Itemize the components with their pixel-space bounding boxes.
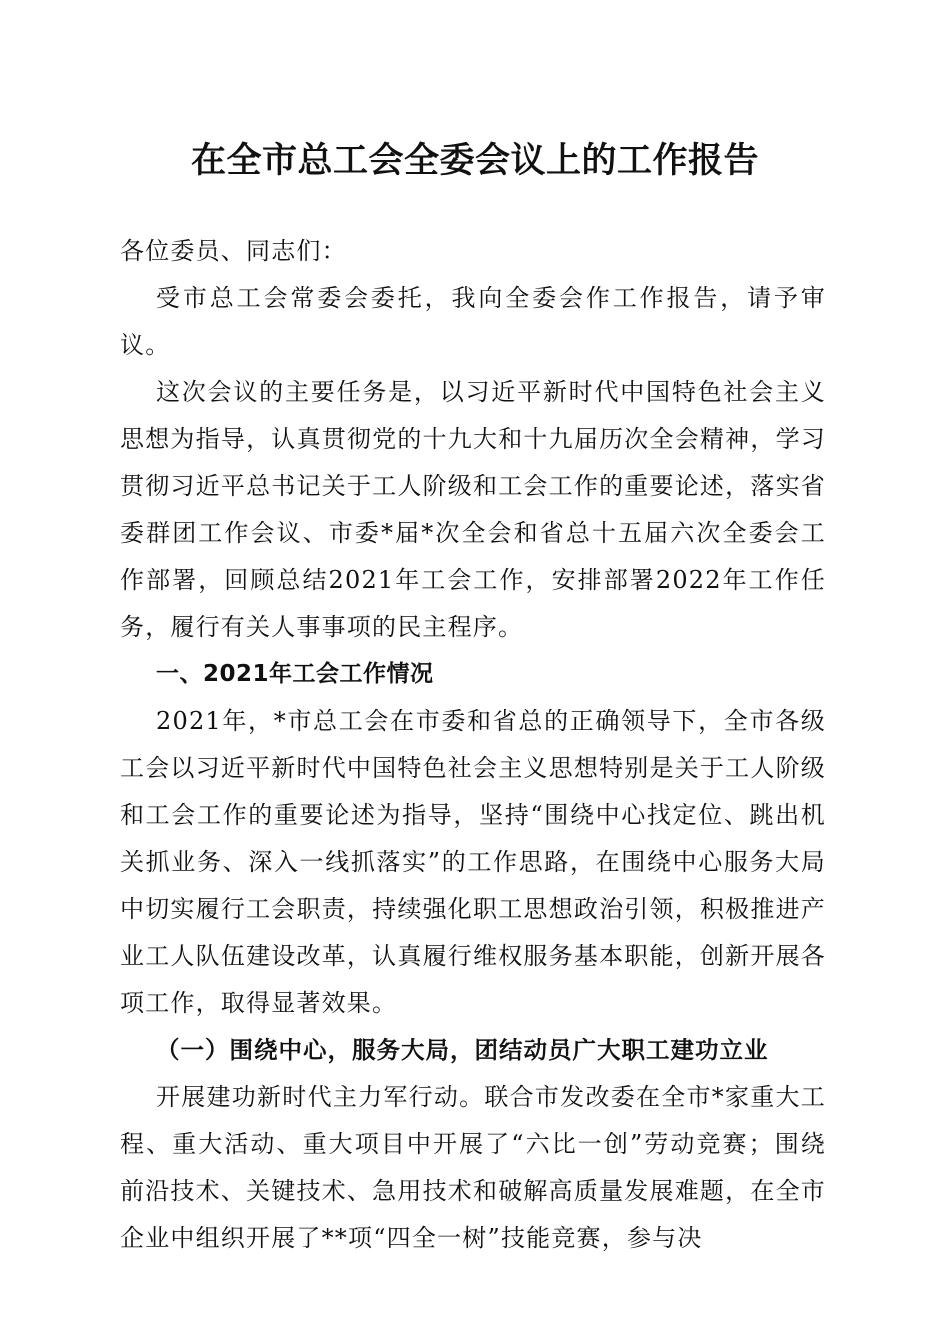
paragraph-labor-competition: 开展建功新时代主力军行动。联合市发改委在全市*家重大工程、重大活动、重大项目中开展了“六比一创”劳动竞赛；围绕前沿技术、关键技术、急用技术和破解高质量发展难题，在全市企业中组织开展了**项“四全一树”技能竞赛，参与决 [120, 1083, 826, 1252]
section-heading-2021-work: 一、2021年工会工作情况 [156, 661, 434, 687]
subsection-heading-serve-center: （一）围绕中心，服务大局，团结动员广大职工建功立业 [156, 1036, 769, 1064]
paragraph-meeting-tasks: 这次会议的主要任务是，以习近平新时代中国特色社会主义思想为指导，认真贯彻党的十九大和十九届历次全会精神，学习贯彻习近平总书记关于工人阶级和工会工作的重要论述，落实省委群团工作会议、市委*届*次全会和省总十五届六次全委会工作部署，回顾总结2021年工会工作，安排部署2022年工作任务，履行有关人事事项的民主程序。 [120, 378, 826, 641]
paragraph-2021-overview: 2021年，*市总工会在市委和省总的正确领导下，全市各级工会以习近平新时代中国特色社会主义思想特别是关于工人阶级和工会工作的重要论述为指导，坚持“围绕中心找定位、跳出机关抓业务、深入一线抓落实”的工作思路，在围绕中心服务大局中切实履行工会职责，持续强化职工思想政治引领，积极推进产业工人队伍建设改革，认真履行维权服务基本职能，创新开展各项工作，取得显著效果。 [120, 707, 826, 1017]
salutation: 各位委员、同志们： [120, 237, 347, 265]
paragraph-entrustment: 受市总工会常委会委托，我向全委会作工作报告，请予审议。 [120, 284, 826, 359]
document-title: 在全市总工会全委会议上的工作报告 [190, 140, 759, 181]
document-body [120, 228, 826, 1262]
